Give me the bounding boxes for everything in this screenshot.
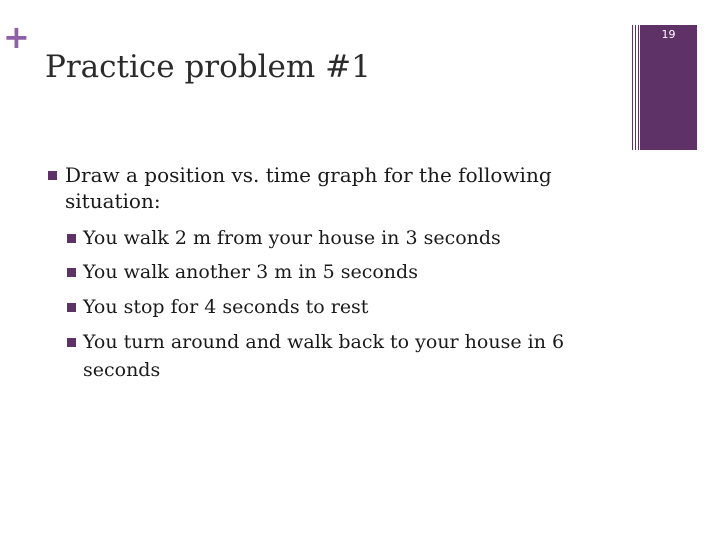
slide-number: 19: [661, 28, 676, 41]
main-bullet-text: Draw a position vs. time graph for the following situation:: [65, 163, 552, 213]
sub-bullet-item: [83, 258, 603, 286]
sub-bullet-text: You turn around and walk back to your house in 6 seconds: [83, 331, 565, 381]
main-bullet: [65, 162, 585, 214]
accent-bar: [640, 25, 697, 150]
sub-bullet-text: You walk another 3 m in 5 seconds: [83, 261, 418, 283]
square-bullet-icon: [67, 338, 76, 347]
sub-bullet-text: You stop for 4 seconds to rest: [83, 296, 369, 318]
sub-bullet-item: [83, 224, 603, 252]
square-bullet-icon: [67, 268, 76, 277]
sub-bullet-item: [83, 328, 603, 384]
accent-stripes: [632, 25, 639, 150]
plus-icon: +: [3, 18, 30, 56]
square-bullet-icon: [67, 234, 76, 243]
square-bullet-icon: [67, 303, 76, 312]
sub-bullet-text: You walk 2 m from your house in 3 seconds: [83, 227, 501, 249]
sub-bullet-item: [83, 293, 603, 321]
slide-title: Practice problem #1: [45, 49, 371, 85]
square-bullet-icon: [48, 171, 57, 180]
